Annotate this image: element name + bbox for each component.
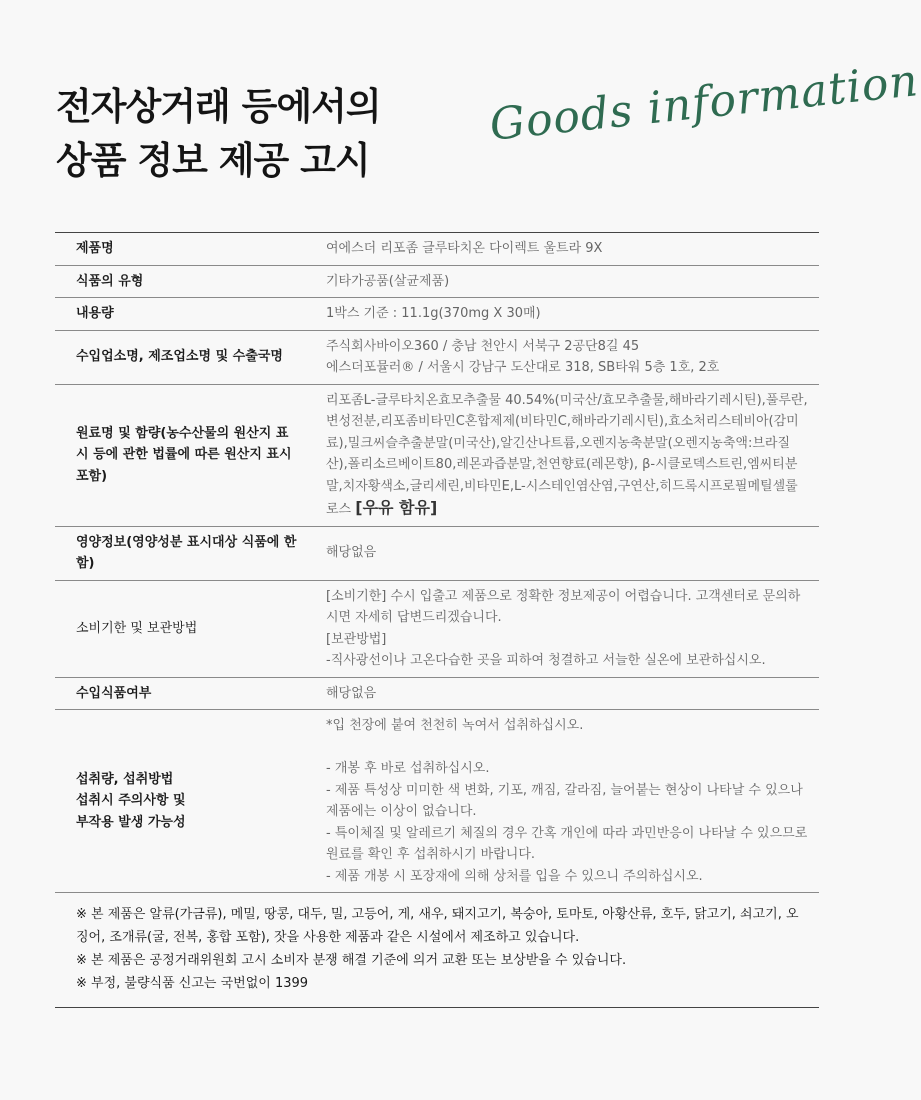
product-info-table — [55, 232, 819, 1008]
blank-line — [326, 737, 809, 759]
value-line: - 제품 개봉 시 포장재에 의해 상처를 입을 수 있으니 주의하십시오. — [326, 868, 703, 884]
row-label: 영양정보(영양성분 표시대상 식품에 한함) — [76, 534, 297, 571]
page-title-line-1: 전자상거래 등에서의 — [56, 85, 381, 128]
table-row — [55, 526, 819, 580]
row-label: 수입식품여부 — [76, 685, 152, 701]
value-line: [보관방법] — [326, 631, 387, 647]
value-line: 1박스 기준 : 11.1g(370mg X 30매) — [326, 306, 541, 321]
table-row — [55, 710, 819, 893]
value-line: -직사광선이나 고온다습한 곳을 피하여 청결하고 서늘한 실온에 보관하십시오. — [326, 653, 766, 668]
value-line: 해당없음 — [326, 545, 377, 561]
row-value — [306, 710, 819, 893]
note-line: ※ 부정, 불량식품 신고는 국번없이 1399 — [76, 976, 309, 991]
table-row — [55, 580, 819, 677]
page-title-line-2: 상품 정보 제공 고시 — [56, 139, 370, 182]
table-row — [55, 265, 819, 298]
table-row — [55, 233, 819, 266]
allergen-notice: [우유 함유] — [355, 498, 438, 517]
value-line: - 제품 특성상 미미한 색 변화, 기포, 깨짐, 갈라짐, 늘어붙는 현상이 나타날 수 있으나 제품에는 이상이 없습니다. — [326, 782, 803, 819]
row-label: 식품의 유형 — [76, 273, 144, 289]
row-label: 섭취량, 섭취방법 섭취시 주의사항 및 부작용 발생 가능성 — [76, 771, 186, 830]
row-value — [306, 384, 819, 526]
value-line: *입 천장에 붙여 천천히 녹여서 섭취하십시오. — [326, 718, 584, 733]
row-value — [306, 526, 819, 580]
row-value — [306, 580, 819, 677]
value-line: 주식회사바이오360 / 충남 천안시 서북구 2공단8길 45 — [326, 338, 640, 354]
note-line: ※ 본 제품은 알류(가금류), 메밀, 땅콩, 대두, 밀, 고등어, 게, 새우, 돼지고기, 복숭아, 토마토, 아황산류, 호두, 닭고기, 쇠고기, 오징어, 조개류(굴, 전복, 홍합 포함), 잣을 사용한 제품과 같은 시설에서 제조하고 있습니다. — [76, 907, 799, 945]
table-row — [55, 298, 819, 331]
row-label: 제품명 — [76, 241, 114, 256]
value-line: 여에스더 리포좀 글루타치온 다이렉트 울트라 9X — [326, 241, 603, 256]
row-value — [306, 233, 819, 266]
value-line: - 특이체질 및 알레르기 체질의 경우 간혹 개인에 따라 과민반응이 나타날 수 있으므로 원료를 확인 후 섭취하시기 바랍니다. — [326, 825, 808, 862]
value-line: 기타가공품(살균제품) — [326, 273, 450, 289]
value-line: 해당없음 — [326, 685, 377, 701]
notes-row — [55, 893, 819, 1008]
row-value — [306, 677, 819, 710]
table-row — [55, 330, 819, 384]
row-label: 수입업소명, 제조업소명 및 수출국명 — [76, 349, 283, 365]
table-row — [55, 677, 819, 710]
row-label: 소비기한 및 보관방법 — [76, 620, 198, 636]
notes — [55, 893, 819, 1008]
value-line: - 개봉 후 바로 섭취하십시오. — [326, 761, 490, 776]
value-line: [소비기한] 수시 입출고 제품으로 정확한 정보제공이 어렵습니다. 고객센터로 문의하시면 자세히 답변드리겠습니다. — [326, 588, 801, 625]
row-label: 원료명 및 함량(농수산물의 원산지 표시 등에 관한 법률에 따른 원산지 표시 포함) — [76, 425, 292, 484]
page-title — [56, 80, 381, 188]
note-line: ※ 본 제품은 공정거래위원회 고시 소비자 분쟁 해결 기준에 의거 교환 또는 보상받을 수 있습니다. — [76, 953, 627, 968]
goods-information-script: Goods information — [487, 55, 921, 151]
value-line: 에스더포뮬러® / 서울시 강남구 도산대로 318, SB타워 5층 1호, 2호 — [326, 360, 720, 375]
table-row — [55, 384, 819, 526]
row-label: 내용량 — [76, 306, 114, 321]
row-value — [306, 298, 819, 331]
ingredients-text: 리포좀L-글루타치온효모추출물 40.54%(미국산/효모추출물,해바라기레시틴),풀루란,변성전분,리포좀비타민C혼합제제(비타민C,해바라기레시틴),효소처리스테비아(감미료),밀크씨슬추출분말(미국산),알긴산나트륨,오렌지농축분말(오렌지농축액:브라질산),폴리소르베이트80,레몬과즙분말,천연향료(레몬향), β-시클로덱스트린,엠씨티분말,치자황색소,글리세린,비타민E,L-시스테인염산염,구연산,히드록시프로필메틸셀룰로스 — [326, 392, 808, 517]
row-value — [306, 265, 819, 298]
row-value — [306, 330, 819, 384]
